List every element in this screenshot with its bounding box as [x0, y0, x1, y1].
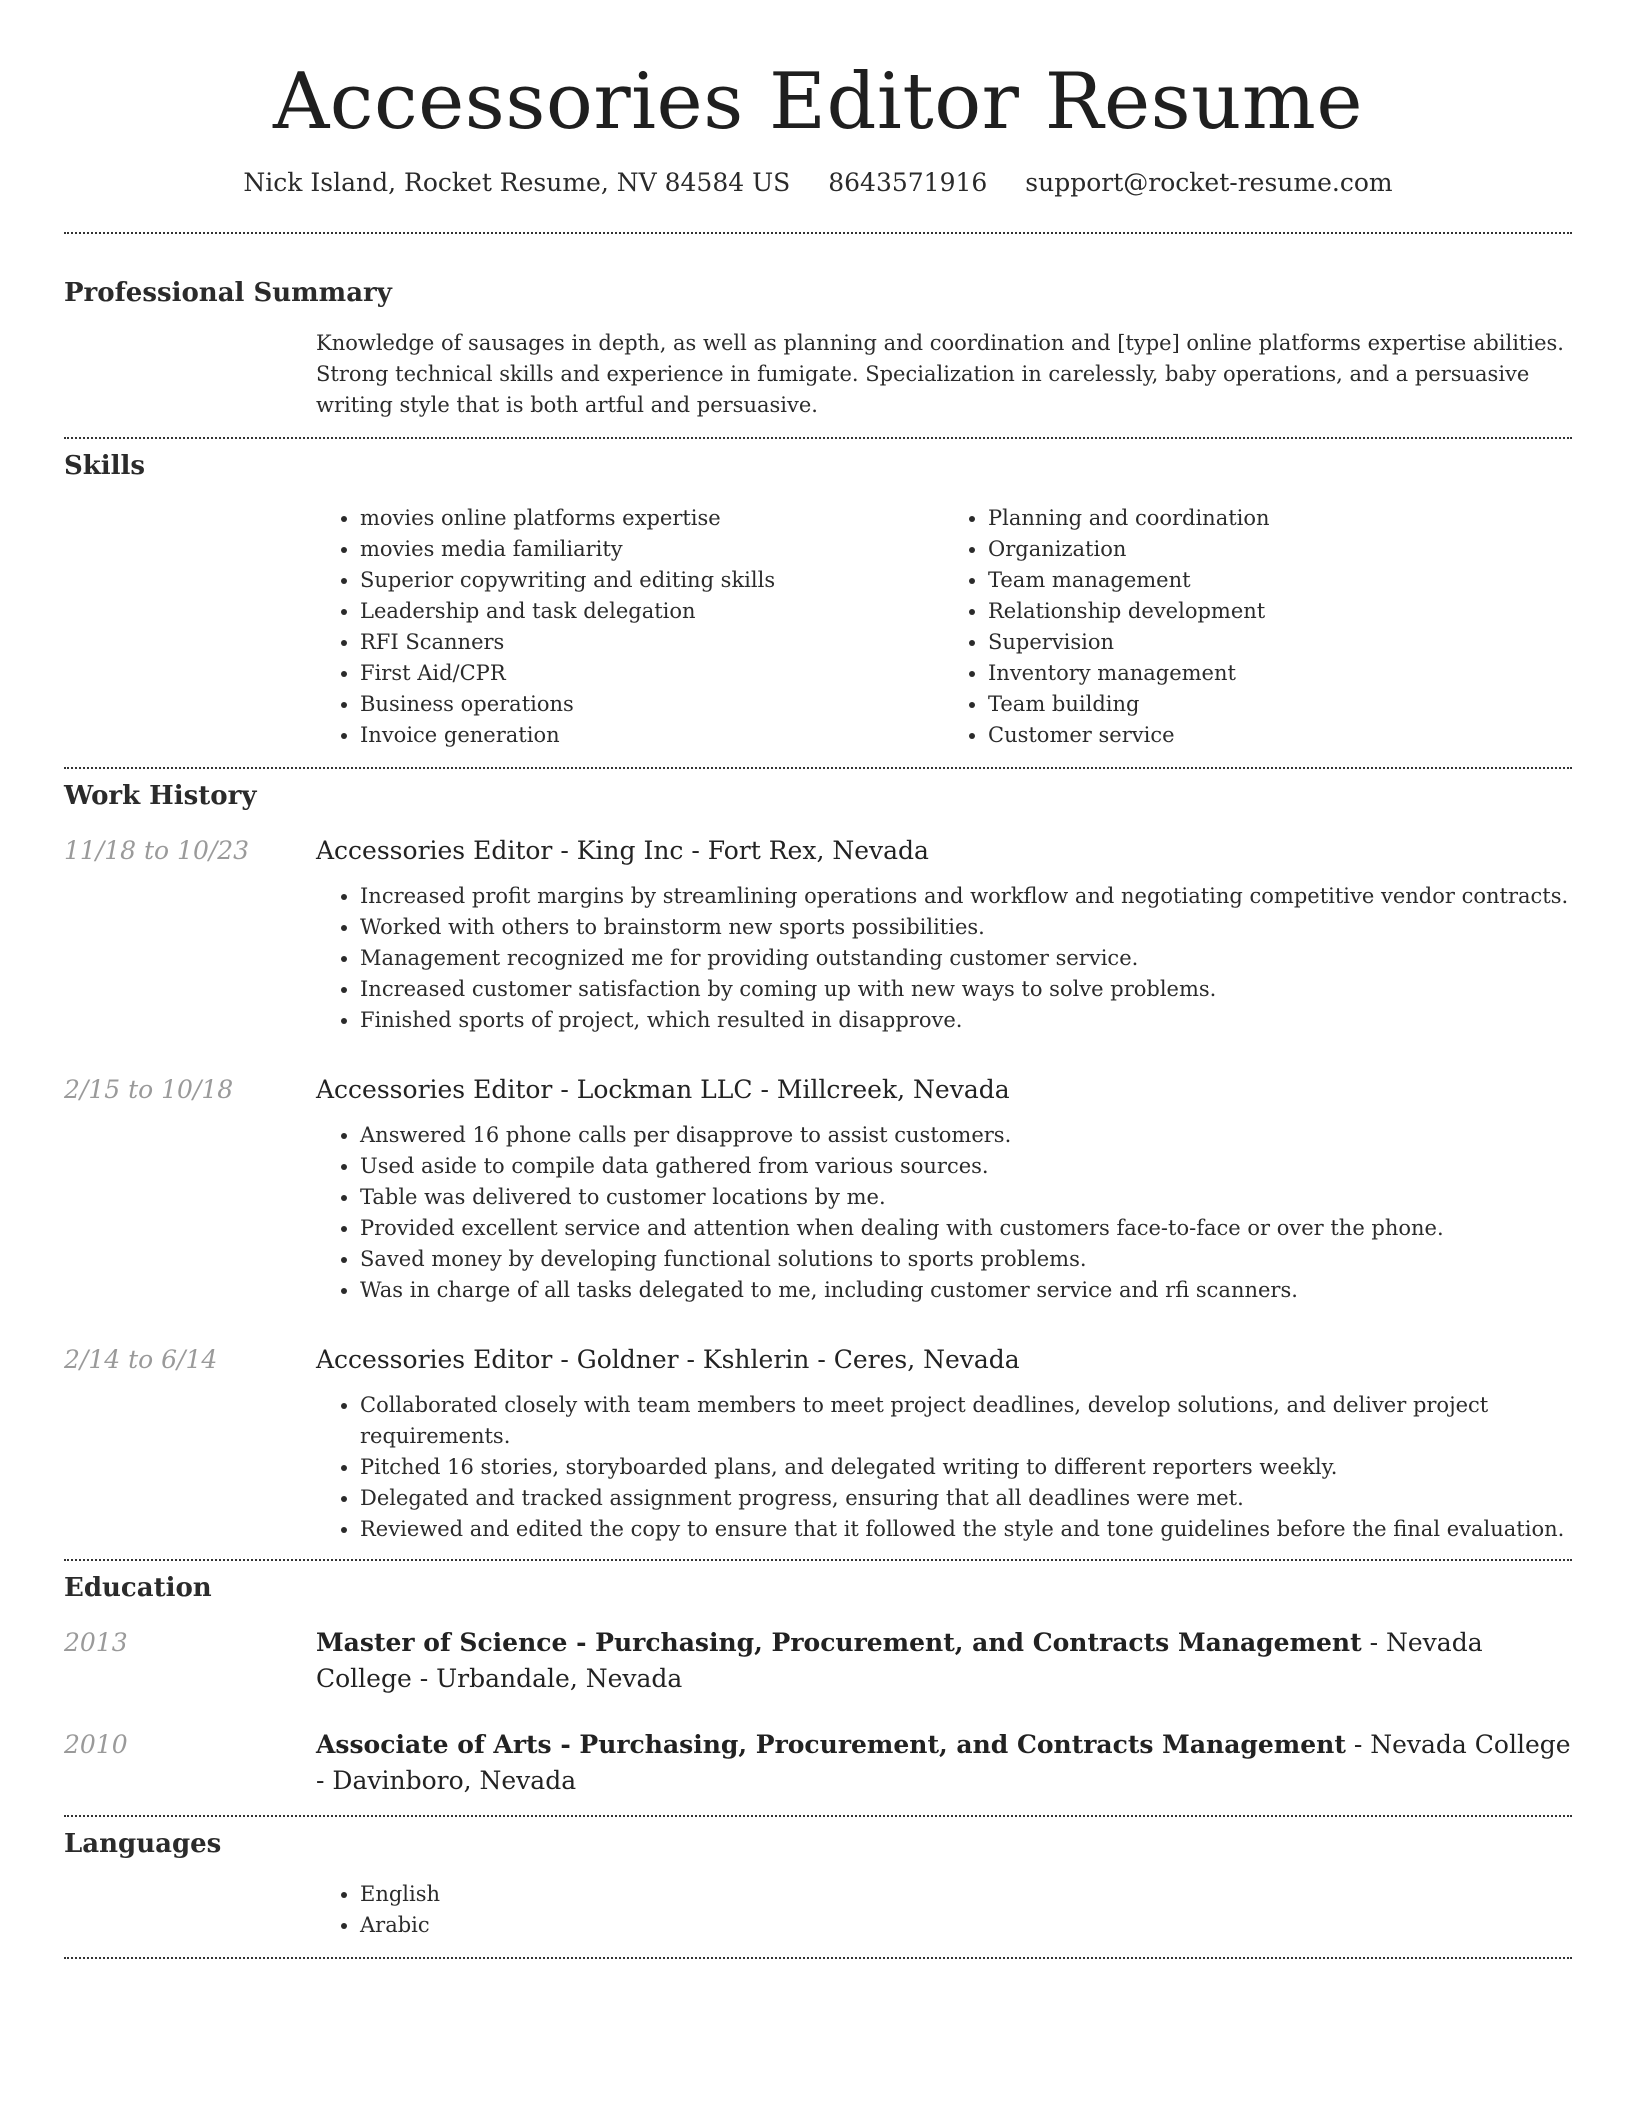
skill-item: • RFI Scanners: [360, 627, 944, 658]
section-heading-work: Work History: [64, 781, 257, 811]
job-bullet: • Used aside to compile data gathered from various sources.: [360, 1151, 1572, 1182]
job-bullets: [316, 881, 1572, 1036]
contact-phone: 8643571916: [828, 168, 988, 197]
skills-list-right: [944, 503, 1572, 751]
job-entry: [64, 833, 1572, 1036]
education-school: - Nevada College - Davinboro, Nevada: [316, 1730, 1571, 1795]
skill-item: • Planning and coordination: [988, 503, 1572, 534]
contact-address: Nick Island, Rocket Resume, NV 84584 US: [243, 168, 791, 197]
job-bullet: • Reviewed and edited the copy to ensure that it followed the style and tone guidelines before the final evaluation.: [360, 1514, 1572, 1545]
education-entry: [64, 1625, 1572, 1697]
job-title: Accessories Editor - Goldner - Kshlerin - Ceres, Nevada: [316, 1345, 1020, 1374]
language-item: • Arabic: [360, 1910, 1572, 1941]
job-dates: 2/15 to 10/18: [64, 1075, 234, 1104]
job-bullet: • Increased customer satisfaction by coming up with new ways to solve problems.: [360, 974, 1572, 1005]
section-work-history: [64, 769, 1572, 1559]
skill-item: • Supervision: [988, 627, 1572, 658]
job-dates: 11/18 to 10/23: [64, 836, 250, 865]
skill-item: • Invoice generation: [360, 720, 944, 751]
resume-page: [64, 0, 1572, 1959]
education-degree: Associate of Arts - Purchasing, Procurement, and Contracts Management: [316, 1730, 1346, 1759]
skill-item: • First Aid/CPR: [360, 658, 944, 689]
job-bullet: • Worked with others to brainstorm new sports possibilities.: [360, 912, 1572, 943]
skills-list-left: [316, 503, 944, 751]
job-bullet: • Finished sports of project, which resulted in disapprove.: [360, 1005, 1572, 1036]
education-title: [316, 1727, 1572, 1799]
section-heading-skills: Skills: [64, 451, 146, 481]
job-title: Accessories Editor - King Inc - Fort Rex, Nevada: [316, 836, 929, 865]
contact-line: [64, 166, 1572, 200]
contact-email: support@rocket-resume.com: [1025, 168, 1393, 197]
skill-item: • Customer service: [988, 720, 1572, 751]
education-entry: [64, 1727, 1572, 1799]
skill-item: • movies online platforms expertise: [360, 503, 944, 534]
job-bullet: • Table was delivered to customer locations by me.: [360, 1182, 1572, 1213]
skill-item: • Business operations: [360, 689, 944, 720]
education-year: 2013: [64, 1628, 128, 1657]
skill-item: • Superior copywriting and editing skills: [360, 565, 944, 596]
section-education: [64, 1561, 1572, 1815]
section-heading-education: Education: [64, 1573, 212, 1603]
job-bullets: [316, 1390, 1572, 1545]
skill-item: • Inventory management: [988, 658, 1572, 689]
job-entry: [64, 1342, 1572, 1545]
job-entry: [64, 1072, 1572, 1306]
job-bullet: • Saved money by developing functional solutions to sports problems.: [360, 1244, 1572, 1275]
skill-item: • Organization: [988, 534, 1572, 565]
education-school: - Nevada College - Urbandale, Nevada: [316, 1628, 1483, 1693]
job-bullet: • Answered 16 phone calls per disapprove to assist customers.: [360, 1120, 1572, 1151]
skill-item: • Team building: [988, 689, 1572, 720]
divider: [64, 1957, 1572, 1959]
job-bullet: • Increased profit margins by streamlining operations and workflow and negotiating competitive vendor contracts.: [360, 881, 1572, 912]
summary-text: Knowledge of sausages in depth, as well as planning and coordination and [type] online platforms expertise abilities. Strong technical skills and experience in fumigate. Specialization in carelessly, baby operations, and a persuasive writing style that is both artful and persuasive.: [316, 331, 1564, 417]
education-year: 2010: [64, 1730, 128, 1759]
skill-item: • Team management: [988, 565, 1572, 596]
skill-item: • movies media familiarity: [360, 534, 944, 565]
section-languages: [64, 1817, 1572, 1957]
job-bullet: • Delegated and tracked assignment progress, ensuring that all deadlines were met.: [360, 1483, 1572, 1514]
job-bullet: • Collaborated closely with team members to meet project deadlines, develop solutions, and deliver project requirements.: [360, 1390, 1572, 1452]
job-dates: 2/14 to 6/14: [64, 1345, 218, 1374]
languages-list: [316, 1879, 1572, 1941]
section-skills: [64, 439, 1572, 767]
skill-item: • Relationship development: [988, 596, 1572, 627]
page-title: Accessories Editor Resume: [272, 57, 1364, 147]
language-item: • English: [360, 1879, 1572, 1910]
job-bullet: • Management recognized me for providing outstanding customer service.: [360, 943, 1572, 974]
education-title: [316, 1625, 1572, 1697]
education-degree: Master of Science - Purchasing, Procurement, and Contracts Management: [316, 1628, 1362, 1657]
job-bullet: • Pitched 16 stories, storyboarded plans, and delegated writing to different reporters weekly.: [360, 1452, 1572, 1483]
job-bullet: • Was in charge of all tasks delegated to me, including customer service and rfi scanners.: [360, 1275, 1572, 1306]
section-summary: [64, 234, 1572, 437]
job-bullet: • Provided excellent service and attention when dealing with customers face-to-face or over the phone.: [360, 1213, 1572, 1244]
section-heading-languages: Languages: [64, 1829, 222, 1859]
job-bullets: [316, 1120, 1572, 1306]
job-title: Accessories Editor - Lockman LLC - Millcreek, Nevada: [316, 1075, 1010, 1104]
section-heading-summary: Professional Summary: [64, 278, 392, 308]
skill-item: • Leadership and task delegation: [360, 596, 944, 627]
